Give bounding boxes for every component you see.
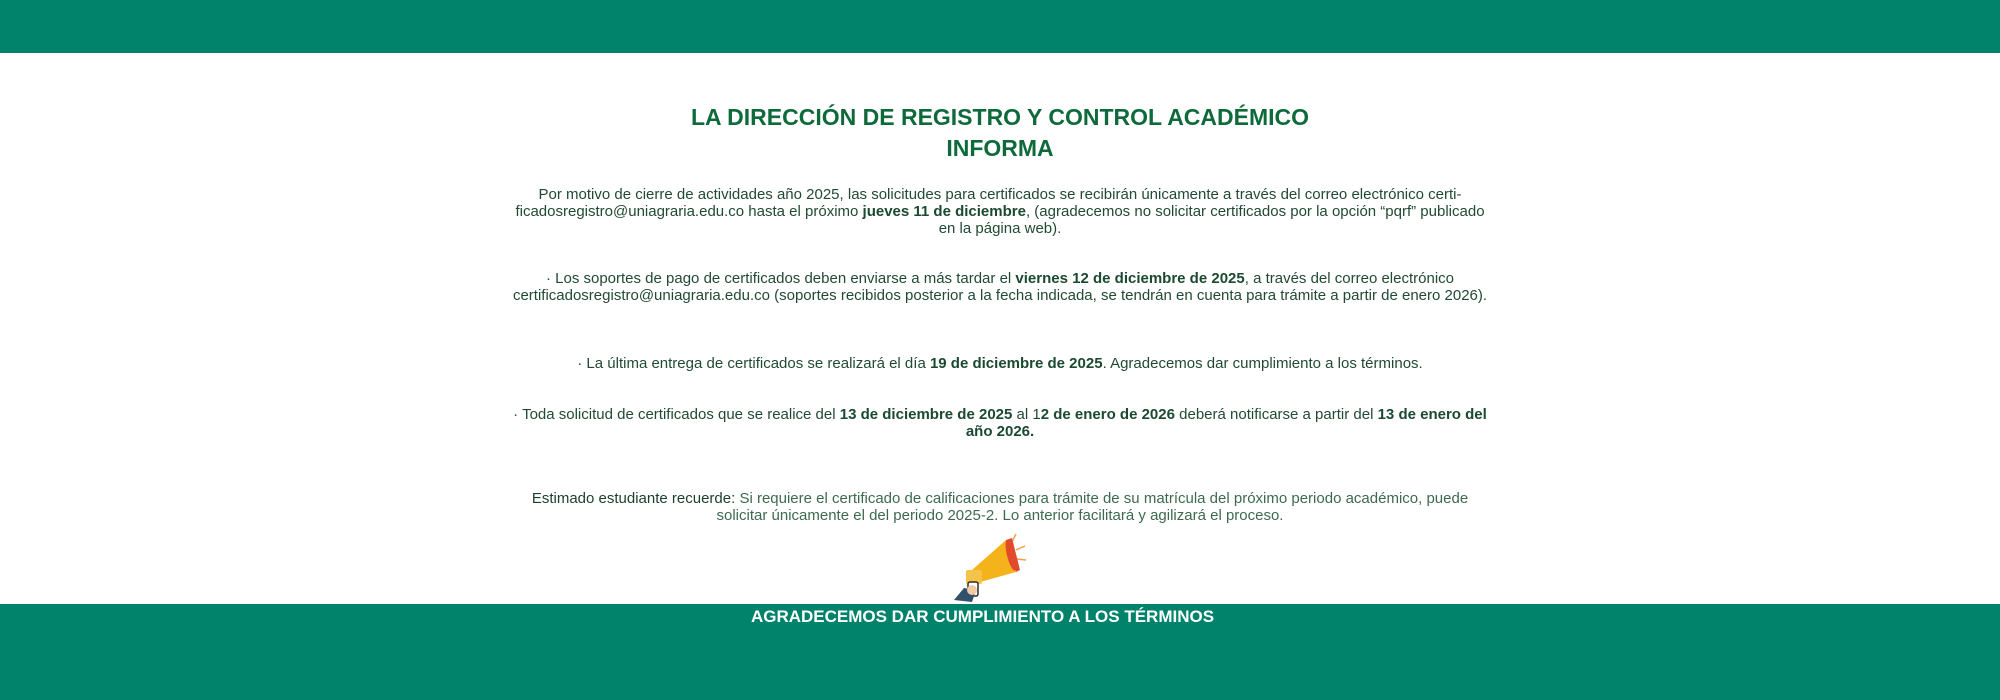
notice-paragraph-delivery: [510, 355, 1490, 372]
p2-text-a: · Los soportes de pago de certificados deben enviarse a más tardar el: [545, 270, 1016, 287]
p4-text-c: al 1: [1012, 406, 1041, 423]
p2-text-c: , a través del correo electrónico certificadosregistro@uniagraria.edu.co (soportes recibidos posterior a la fecha indicada, se tendrán en cuenta para trámite a partir de enero 2026).: [512, 270, 1488, 304]
p3-text-c: . Agradecemos dar cumplimiento a los términos.: [1102, 355, 1423, 372]
p1-date: jueves 11 de diciembre: [862, 203, 1026, 220]
bottom-banner-text: AGRADECEMOS DAR CUMPLIMIENTO A LOS TÉRMINOS: [750, 607, 1215, 626]
p4-date-start: 13 de diciembre de 2025: [839, 406, 1013, 423]
p3-date: 19 de diciembre de 2025: [929, 355, 1103, 372]
notice-paragraph-requests: [510, 406, 1490, 440]
notice-paragraph-closing: [510, 186, 1490, 237]
p1-text-a: Por motivo de cierre de actividades año 2025, las solicitudes para certificados se recibirán únicamente a través del correo electrónico certi-ficadosregistro@uniagraria.edu.co hasta el próximo: [515, 186, 1462, 220]
p3-text-a: · La última entrega de certificados se realizará el día: [577, 355, 930, 372]
title-line-2: INFORMA: [946, 135, 1054, 161]
p4-text-a: · Toda solicitud de certificados que se realice del: [513, 406, 840, 423]
top-banner: [0, 0, 2000, 53]
student-reminder: [510, 490, 1490, 524]
notice-title: [0, 102, 2000, 164]
notice-paragraph-payment: [510, 270, 1490, 304]
title-line-1: LA DIRECCIÓN DE REGISTRO Y CONTROL ACADÉMICO: [690, 104, 1310, 130]
p4-text-e: deberá notificarse a partir del: [1174, 406, 1378, 423]
reminder-lead: Estimado estudiante recuerde:: [531, 490, 736, 507]
megaphone-icon: [950, 532, 1030, 607]
p4-date-end: 2 de enero de 2026: [1040, 406, 1175, 423]
p1-text-c: , (agradecemos no solicitar certificados por la opción “pqrf” publicado en la página web).: [938, 203, 1485, 237]
reminder-text: Si requiere el certificado de calificaciones para trámite de su matrícula del próximo periodo académico, puede solicitar únicamente el del periodo 2025-2. Lo anterior facilitará y agilizará el proceso.: [716, 490, 1469, 524]
p4-date-notify: 13 de enero del año 2026.: [965, 406, 1487, 440]
p2-date: viernes 12 de diciembre de 2025: [1015, 270, 1245, 287]
